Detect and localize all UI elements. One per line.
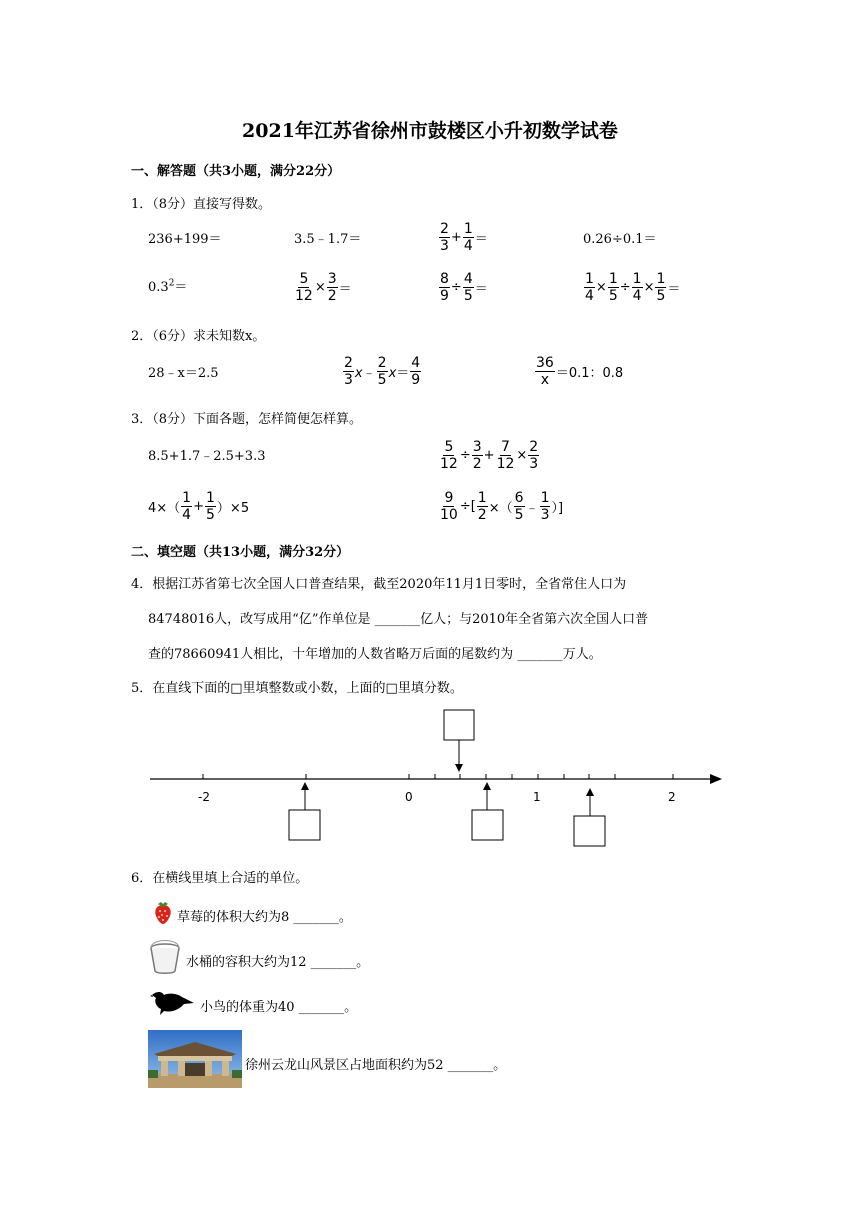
q1-item-3: $\frac{2}{3}$ + $\frac{1}{4}$ ＝ (440, 221, 488, 254)
answer-box-top[interactable] (444, 710, 474, 740)
q6-item-strawberry: 草莓的体积大约为8 _______。 (177, 910, 352, 925)
q1-item-7: $\frac{8}{9}$ ÷ $\frac{4}{5}$ ＝ (440, 271, 488, 304)
page-title: 2021年江苏省徐州市鼓楼区小升初数学试卷 (242, 120, 618, 142)
number-line-arrowhead (710, 774, 722, 784)
number-line-figure (140, 700, 740, 850)
q6-item-bucket: 水桶的容积大约为12 _______。 (186, 955, 370, 970)
arrow-down-head (455, 764, 463, 772)
q1-item-8: $\frac{1}{4}$ × $\frac{1}{5}$ ÷ $\frac{1}{4}$ × $\frac{1}{5}$ ＝ (585, 271, 681, 304)
question-1-label: 1．（8分）直接写得数。 (131, 197, 272, 212)
number-line-ticks (203, 774, 673, 779)
question-4-line-3: 查的78660941人相比，十年增加的人数省略万后面的尾数约为 _______万人。 (148, 647, 602, 662)
q3-problem-3: 4×（ $\frac{1}{4}$ + $\frac{1}{5}$ ）×5 (148, 490, 250, 523)
question-2-label: 2．（6分）求未知数x。 (131, 329, 266, 344)
q3-problem-1: 8.5+1.7﹣2.5+3.3 (148, 449, 266, 464)
tick-label-1: 1 (533, 790, 541, 804)
answer-box-bottom-3[interactable] (574, 816, 605, 846)
answer-box-bottom-2[interactable] (472, 810, 503, 840)
q1-item-5-exp: 2 (168, 278, 175, 289)
tick-label-2: 2 (668, 790, 676, 804)
tick-label-neg2: -2 (198, 790, 210, 804)
q1-item-5-base: 0.3 (148, 280, 169, 295)
tick-label-0: 0 (405, 790, 413, 804)
q6-item-scenic-area: 徐州云龙山风景区占地面积约为52 _______。 (245, 1058, 507, 1073)
question-3-label: 3．（8分）下面各题，怎样简便怎样算。 (131, 412, 363, 427)
answer-box-bottom-1[interactable] (289, 810, 320, 840)
q1-item-2: 3.5﹣1.7＝ (294, 232, 362, 247)
q2-eq-3-tail: ＝0.1：0.8 (555, 366, 624, 381)
q1-item-5-eq: ＝ (174, 280, 188, 295)
q2-eq-2: $\frac{2}{3}$ x﹣ $\frac{2}{5}$ x＝ $\frac{4}{9}$ (344, 355, 421, 388)
q3-problem-3-head: 4×（ (148, 501, 181, 516)
question-5-label: 5．在直线下面的□里填整数或小数，上面的□里填分数。 (131, 681, 463, 696)
q1-item-1: 236+199＝ (148, 232, 222, 247)
question-4-line-2: 84748016人，改写成用“亿”作单位是 _______亿人；与2010年全省第六次全国人口普 (148, 612, 649, 627)
question-6-label: 6．在横线里填上合适的单位。 (131, 871, 309, 886)
q2-eq-3: $\frac{36}{x}$ ＝0.1：0.8 (536, 355, 624, 388)
bird-icon (150, 987, 196, 1017)
q2-eq-1: 28﹣x＝2.5 (148, 366, 219, 381)
question-4-line-1: 4．根据江苏省第七次全国人口普查结果，截至2020年11月1日零时，全省常住人口为 (131, 577, 627, 592)
q1-item-5 (148, 276, 187, 295)
q1-item-6: $\frac{5}{12}$ × $\frac{3}{2}$ ＝ (295, 271, 352, 304)
strawberry-icon (152, 899, 174, 925)
yunlong-mountain-photo (148, 1030, 242, 1088)
bucket-icon (148, 940, 182, 976)
q3-problem-3-tail: ）×5 (216, 501, 250, 516)
q3-problem-2: $\frac{5}{12}$ ÷ $\frac{3}{2}$ + $\frac{7}{12}$ × $\frac{2}{3}$ (440, 439, 539, 472)
section-heading-1: 一、解答题（共3小题，满分22分） (131, 164, 341, 179)
q3-problem-4: $\frac{9}{10}$ ÷[ $\frac{1}{2}$ ×（ $\frac{6}{5}$ ﹣ $\frac{1}{3}$ ）] (440, 490, 564, 523)
q1-item-4: 0.26÷0.1＝ (583, 232, 657, 247)
q6-item-bird: 小鸟的体重为40 _______。 (200, 1000, 358, 1015)
section-heading-2: 二、填空题（共13小题，满分32分） (131, 545, 350, 560)
